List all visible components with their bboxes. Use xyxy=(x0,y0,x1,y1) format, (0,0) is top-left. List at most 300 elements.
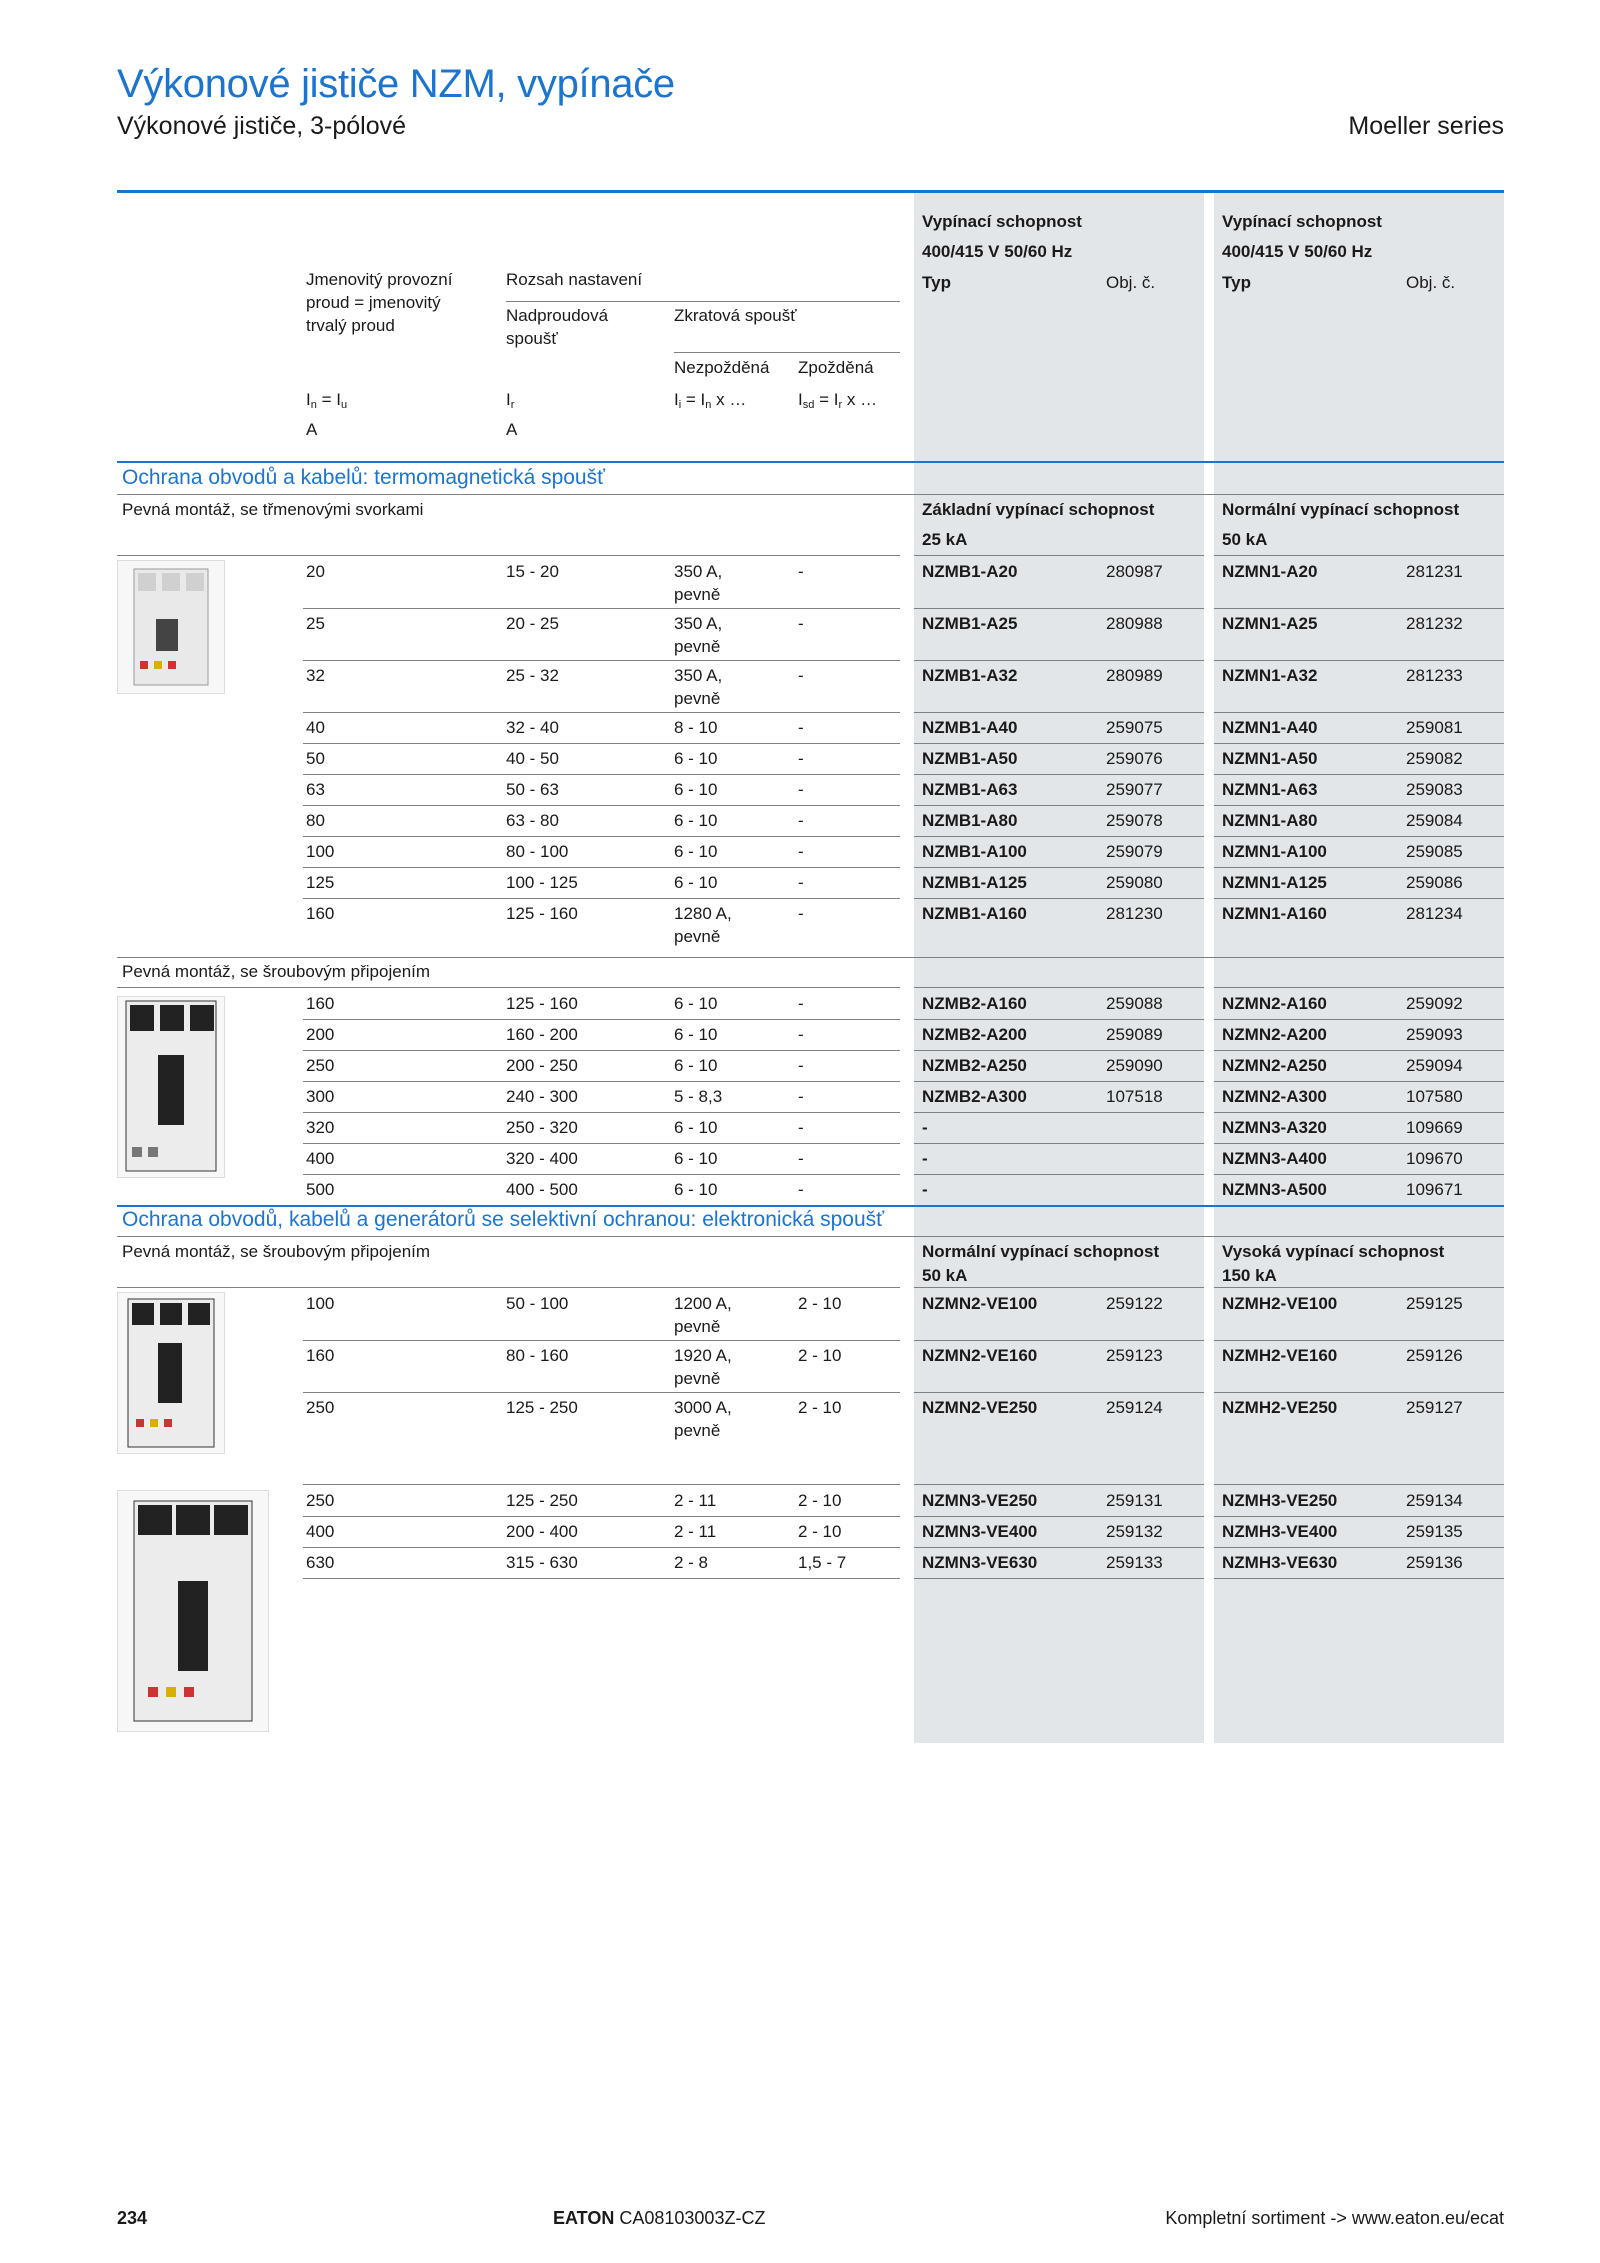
cell-delayed-trip: - xyxy=(798,1149,804,1168)
cell-delayed-trip: - xyxy=(798,873,804,892)
cell-instant-trip-note: pevně xyxy=(674,1317,721,1336)
row-divider xyxy=(914,1516,1204,1517)
cell-order-1: 259090 xyxy=(1106,1056,1163,1075)
cell-rated-current: 320 xyxy=(306,1118,335,1137)
cell-order-2: 259127 xyxy=(1406,1398,1463,1417)
cell-delayed-trip: - xyxy=(798,811,804,830)
cell-delayed-trip: - xyxy=(798,562,804,581)
cell-type-1: NZMB1-A25 xyxy=(922,614,1018,633)
row-divider xyxy=(303,743,900,744)
cell-order-1: 281230 xyxy=(1106,904,1163,923)
cell-type-1: NZMB1-A80 xyxy=(922,811,1018,830)
cell-delayed-trip: - xyxy=(798,1056,804,1075)
row-divider xyxy=(303,1287,900,1288)
cell-setting-range: 50 - 63 xyxy=(506,780,559,799)
row-divider xyxy=(914,1578,1204,1579)
section-heading-electronic: Ochrana obvodů, kabelů a generátorů se selektivní ochranou: elektronická spoušť xyxy=(122,1208,885,1231)
block1-capacity-label: Základní vypínací schopnost xyxy=(922,500,1155,519)
cell-type-2: NZMH3-VE250 xyxy=(1222,1491,1338,1510)
cell-order-2: 259082 xyxy=(1406,749,1463,768)
cell-setting-range: 80 - 160 xyxy=(506,1346,569,1365)
cell-order-1: 259122 xyxy=(1106,1294,1163,1313)
row-divider xyxy=(303,1143,900,1144)
block2-capacity: Vypínací schopnost xyxy=(1222,212,1382,231)
row-divider xyxy=(1214,867,1504,868)
cell-instant-trip: 6 - 10 xyxy=(674,811,718,830)
breaker-image-nzm2-ve xyxy=(117,1292,225,1454)
row-divider xyxy=(303,898,900,899)
cell-order-2: 109670 xyxy=(1406,1149,1463,1168)
cell-type-2: NZMN1-A25 xyxy=(1222,614,1318,633)
cell-rated-current: 400 xyxy=(306,1149,335,1168)
cell-order-2: 259134 xyxy=(1406,1491,1463,1510)
cell-type-1: NZMB1-A100 xyxy=(922,842,1027,861)
breaker-image-nzm2 xyxy=(117,996,225,1178)
row-divider xyxy=(1214,1287,1504,1288)
cell-instant-trip: 6 - 10 xyxy=(674,842,718,861)
row-divider xyxy=(303,1516,900,1517)
row-divider xyxy=(1214,1112,1504,1113)
cell-type-1: NZMB1-A63 xyxy=(922,780,1018,799)
page-subtitle: Výkonové jističe, 3-pólové xyxy=(117,112,407,140)
cell-type-1: - xyxy=(922,1180,928,1199)
block1-type-header: Typ xyxy=(922,273,951,292)
row-divider xyxy=(914,1143,1204,1144)
cell-order-1: 259077 xyxy=(1106,780,1163,799)
row-divider xyxy=(914,805,1204,806)
symbol-ir: $I_r$ xyxy=(506,390,515,411)
cell-rated-current: 20 xyxy=(306,562,325,581)
cell-setting-range: 320 - 400 xyxy=(506,1149,578,1168)
cell-type-2: NZMH2-VE250 xyxy=(1222,1398,1338,1417)
cell-rated-current: 40 xyxy=(306,718,325,737)
cell-instant-trip: 6 - 10 xyxy=(674,1180,718,1199)
cell-type-1: NZMB1-A50 xyxy=(922,749,1018,768)
divider xyxy=(117,1236,1504,1237)
cell-type-1: NZMB1-A160 xyxy=(922,904,1027,923)
cell-order-1: 259132 xyxy=(1106,1522,1163,1541)
cell-order-2: 259085 xyxy=(1406,842,1463,861)
block2-type-header: Typ xyxy=(1222,273,1251,292)
cell-instant-trip-note: pevně xyxy=(674,585,721,604)
cell-type-1: NZMN2-VE250 xyxy=(922,1398,1038,1417)
cell-instant-trip-note: pevně xyxy=(674,1421,721,1440)
cell-type-1: - xyxy=(922,1149,928,1168)
row-divider xyxy=(303,836,900,837)
symbol-in: $I_n = I_u$ xyxy=(306,390,348,411)
row-divider xyxy=(303,805,900,806)
catalog-id: EATON CA08103003Z-CZ xyxy=(553,2208,766,2228)
cell-type-2: NZMN1-A40 xyxy=(1222,718,1318,737)
row-divider xyxy=(303,1392,900,1393)
row-divider xyxy=(914,608,1204,609)
row-divider xyxy=(914,743,1204,744)
cell-instant-trip: 6 - 10 xyxy=(674,780,718,799)
header-rule xyxy=(117,190,1504,193)
cell-setting-range: 125 - 160 xyxy=(506,904,578,923)
cell-delayed-trip: - xyxy=(798,1087,804,1106)
row-divider xyxy=(1214,1392,1504,1393)
row-divider xyxy=(914,1340,1204,1341)
cell-rated-current: 400 xyxy=(306,1522,335,1541)
cell-order-2: 109669 xyxy=(1406,1118,1463,1137)
breaker-image-nzm1 xyxy=(117,560,225,694)
cell-delayed-trip: - xyxy=(798,1180,804,1199)
cell-type-2: NZMN1-A32 xyxy=(1222,666,1318,685)
page-title: Výkonové jističe NZM, vypínače xyxy=(117,62,675,106)
divider xyxy=(117,1287,303,1288)
cell-order-2: 259084 xyxy=(1406,811,1463,830)
cell-setting-range: 125 - 160 xyxy=(506,994,578,1013)
row-divider xyxy=(303,1112,900,1113)
cell-setting-range: 32 - 40 xyxy=(506,718,559,737)
block2-capacity-label-2: Vysoká vypínací schopnost xyxy=(1222,1242,1445,1261)
block1-order-header: Obj. č. xyxy=(1106,273,1156,292)
cell-delayed-trip: - xyxy=(798,994,804,1013)
cell-delayed-trip: - xyxy=(798,1025,804,1044)
row-divider xyxy=(1214,774,1504,775)
cell-type-2: NZMN1-A20 xyxy=(1222,562,1318,581)
row-divider xyxy=(1214,1143,1504,1144)
cell-delayed-trip: - xyxy=(798,749,804,768)
group-label-screw: Pevná montáž, se šroubovým připojením xyxy=(122,962,431,981)
cell-delayed-trip: - xyxy=(798,718,804,737)
cell-type-2: NZMH3-VE630 xyxy=(1222,1553,1338,1572)
cell-order-1: 259076 xyxy=(1106,749,1163,768)
catalog-link[interactable]: Kompletní sortiment -> www.eaton.eu/ecat xyxy=(1165,2208,1504,2228)
row-divider xyxy=(303,712,900,713)
row-divider xyxy=(914,660,1204,661)
cell-type-2: NZMN1-A100 xyxy=(1222,842,1327,861)
row-divider xyxy=(303,1340,900,1341)
header-instant: Nezpožděná xyxy=(674,358,770,377)
cell-delayed-trip: - xyxy=(798,780,804,799)
cell-type-1: NZMB1-A32 xyxy=(922,666,1018,685)
row-divider xyxy=(914,1174,1204,1175)
cell-type-2: NZMN2-A300 xyxy=(1222,1087,1327,1106)
cell-delayed-trip: - xyxy=(798,842,804,861)
cell-type-2: NZMN3-A500 xyxy=(1222,1180,1327,1199)
cell-order-2: 259086 xyxy=(1406,873,1463,892)
row-divider xyxy=(303,867,900,868)
header-overcurrent: Nadproudová spoušť xyxy=(506,306,609,348)
cell-rated-current: 250 xyxy=(306,1398,335,1417)
row-divider xyxy=(303,1050,900,1051)
row-divider xyxy=(1214,1578,1504,1579)
header-rated-current: Jmenovitý provozní proud = jmenovitý trvalý proud xyxy=(306,270,453,335)
cell-order-1: 280988 xyxy=(1106,614,1163,633)
cell-type-2: NZMH2-VE100 xyxy=(1222,1294,1338,1313)
divider xyxy=(117,957,1504,958)
row-divider xyxy=(914,1050,1204,1051)
page-number: 234 xyxy=(117,2208,148,2228)
cell-rated-current: 125 xyxy=(306,873,335,892)
symbol-isd: $I_{sd} = I_r$ x … xyxy=(798,390,878,411)
divider xyxy=(117,555,303,556)
cell-type-1: NZMN2-VE100 xyxy=(922,1294,1038,1313)
cell-type-2: NZMN2-A200 xyxy=(1222,1025,1327,1044)
cell-instant-trip: 1920 A, xyxy=(674,1346,732,1365)
cell-order-1: 259089 xyxy=(1106,1025,1163,1044)
cell-rated-current: 500 xyxy=(306,1180,335,1199)
cell-type-1: NZMN2-VE160 xyxy=(922,1346,1038,1365)
cell-setting-range: 250 - 320 xyxy=(506,1118,578,1137)
cell-setting-range: 63 - 80 xyxy=(506,811,559,830)
cell-order-2: 281233 xyxy=(1406,666,1463,685)
section-rule xyxy=(117,461,1504,463)
cell-instant-trip: 2 - 11 xyxy=(674,1491,717,1510)
row-divider xyxy=(1214,712,1504,713)
cell-setting-range: 125 - 250 xyxy=(506,1398,578,1417)
breaker-image-nzm3-ve xyxy=(117,1490,269,1732)
row-divider xyxy=(1214,805,1504,806)
cell-instant-trip: 8 - 10 xyxy=(674,718,718,737)
cell-rated-current: 250 xyxy=(306,1491,335,1510)
cell-rated-current: 300 xyxy=(306,1087,335,1106)
cell-order-2: 259135 xyxy=(1406,1522,1463,1541)
block2-ka-2: 150 kA xyxy=(1222,1266,1277,1285)
cell-instant-trip: 6 - 10 xyxy=(674,1025,718,1044)
row-divider xyxy=(303,660,900,661)
cell-instant-trip: 350 A, xyxy=(674,562,723,581)
cell-rated-current: 100 xyxy=(306,842,335,861)
cell-type-2: NZMN1-A63 xyxy=(1222,780,1318,799)
cell-setting-range: 80 - 100 xyxy=(506,842,569,861)
block1-ka: 25 kA xyxy=(922,530,968,549)
cell-type-2: NZMN1-A80 xyxy=(1222,811,1318,830)
cell-order-2: 259092 xyxy=(1406,994,1463,1013)
cell-order-2: 259126 xyxy=(1406,1346,1463,1365)
cell-delayed-trip: - xyxy=(798,666,804,685)
cell-type-2: NZMN1-A50 xyxy=(1222,749,1318,768)
cell-instant-trip: 350 A, xyxy=(674,666,723,685)
cell-delayed-trip: 2 - 10 xyxy=(798,1522,842,1541)
section-heading-thermomagnetic: Ochrana obvodů a kabelů: termomagnetická spoušť xyxy=(122,466,605,489)
block1-voltage: 400/415 V 50/60 Hz xyxy=(922,242,1073,261)
cell-setting-range: 240 - 300 xyxy=(506,1087,578,1106)
block1-capacity-label-2: Normální vypínací schopnost xyxy=(922,1242,1160,1261)
row-divider xyxy=(1214,898,1504,899)
cell-type-2: NZMH3-VE400 xyxy=(1222,1522,1338,1541)
header-setting-range: Rozsah nastavení xyxy=(506,270,643,289)
cell-setting-range: 200 - 400 xyxy=(506,1522,578,1541)
cell-rated-current: 25 xyxy=(306,614,325,633)
cell-order-1: 280987 xyxy=(1106,562,1163,581)
block1-capacity: Vypínací schopnost xyxy=(922,212,1082,231)
cell-type-1: NZMB2-A300 xyxy=(922,1087,1027,1106)
row-divider xyxy=(303,1578,900,1579)
cell-rated-current: 100 xyxy=(306,1294,335,1313)
row-divider xyxy=(914,1081,1204,1082)
cell-order-1: 259079 xyxy=(1106,842,1163,861)
row-divider xyxy=(303,1174,900,1175)
row-divider xyxy=(914,867,1204,868)
cell-delayed-trip: 2 - 10 xyxy=(798,1398,842,1417)
divider xyxy=(117,494,917,495)
cell-instant-trip: 6 - 10 xyxy=(674,994,718,1013)
cell-instant-trip: 6 - 10 xyxy=(674,1056,718,1075)
row-divider xyxy=(303,555,900,556)
block2-order-header: Obj. č. xyxy=(1406,273,1456,292)
cell-order-1: 259123 xyxy=(1106,1346,1163,1365)
cell-instant-trip: 2 - 11 xyxy=(674,1522,717,1541)
row-divider xyxy=(1214,660,1504,661)
cell-setting-range: 20 - 25 xyxy=(506,614,559,633)
cell-type-2: NZMN2-A160 xyxy=(1222,994,1327,1013)
section-rule xyxy=(117,1205,1504,1207)
divider xyxy=(914,494,1504,495)
cell-type-1: NZMB1-A125 xyxy=(922,873,1027,892)
cell-setting-range: 315 - 630 xyxy=(506,1553,578,1572)
row-divider xyxy=(914,1547,1204,1548)
row-divider xyxy=(1214,743,1504,744)
block2-voltage: 400/415 V 50/60 Hz xyxy=(1222,242,1373,261)
row-divider xyxy=(303,1484,900,1485)
cell-delayed-trip: 2 - 10 xyxy=(798,1491,842,1510)
cell-order-2: 109671 xyxy=(1406,1180,1463,1199)
cell-type-2: NZMH2-VE160 xyxy=(1222,1346,1338,1365)
row-divider xyxy=(303,774,900,775)
cell-order-2: 281231 xyxy=(1406,562,1463,581)
cell-instant-trip: 1200 A, xyxy=(674,1294,732,1313)
row-divider xyxy=(914,1019,1204,1020)
block1-ka-2: 50 kA xyxy=(922,1266,968,1285)
cell-order-1: 259078 xyxy=(1106,811,1163,830)
cell-type-1: NZMB1-A40 xyxy=(922,718,1018,737)
cell-rated-current: 50 xyxy=(306,749,325,768)
row-divider xyxy=(1214,1484,1504,1485)
row-divider xyxy=(1214,1547,1504,1548)
cell-order-2: 107580 xyxy=(1406,1087,1463,1106)
cell-setting-range: 160 - 200 xyxy=(506,1025,578,1044)
cell-instant-trip-note: pevně xyxy=(674,689,721,708)
cell-instant-trip: 5 - 8,3 xyxy=(674,1087,723,1106)
block2-ka: 50 kA xyxy=(1222,530,1268,549)
header-short-circuit: Zkratová spoušť xyxy=(674,306,797,325)
divider xyxy=(506,301,900,302)
cell-type-2: NZMN1-A125 xyxy=(1222,873,1327,892)
cell-order-2: 259081 xyxy=(1406,718,1463,737)
cell-instant-trip-note: pevně xyxy=(674,637,721,656)
cell-instant-trip: 6 - 10 xyxy=(674,873,718,892)
row-divider xyxy=(1214,1050,1504,1051)
row-divider xyxy=(303,987,900,988)
row-divider xyxy=(1214,836,1504,837)
cell-order-2: 259136 xyxy=(1406,1553,1463,1572)
cell-order-1: 259075 xyxy=(1106,718,1163,737)
divider xyxy=(674,352,900,353)
block2-capacity-label: Normální vypínací schopnost xyxy=(1222,500,1460,519)
row-divider xyxy=(914,774,1204,775)
row-divider xyxy=(1214,987,1504,988)
row-divider xyxy=(303,1081,900,1082)
cell-order-1: 259124 xyxy=(1106,1398,1163,1417)
cell-order-2: 259093 xyxy=(1406,1025,1463,1044)
cell-type-1: - xyxy=(922,1118,928,1137)
cell-setting-range: 200 - 250 xyxy=(506,1056,578,1075)
cell-rated-current: 160 xyxy=(306,1346,335,1365)
cell-setting-range: 25 - 32 xyxy=(506,666,559,685)
cell-setting-range: 40 - 50 xyxy=(506,749,559,768)
unit-a: A xyxy=(506,420,518,439)
cell-type-1: NZMB2-A160 xyxy=(922,994,1027,1013)
row-divider xyxy=(1214,1340,1504,1341)
row-divider xyxy=(914,836,1204,837)
cell-order-2: 259094 xyxy=(1406,1056,1463,1075)
cell-order-1: 259131 xyxy=(1106,1491,1163,1510)
cell-setting-range: 50 - 100 xyxy=(506,1294,569,1313)
row-divider xyxy=(1214,608,1504,609)
cell-type-1: NZMN3-VE400 xyxy=(922,1522,1038,1541)
cell-rated-current: 63 xyxy=(306,780,325,799)
group-label-screw-2: Pevná montáž, se šroubovým připojením xyxy=(122,1242,431,1261)
cell-order-2: 259125 xyxy=(1406,1294,1463,1313)
cell-instant-trip: 3000 A, xyxy=(674,1398,732,1417)
group-label: Pevná montáž, se třmenovými svorkami xyxy=(122,500,424,519)
row-divider xyxy=(1214,1081,1504,1082)
cell-setting-range: 15 - 20 xyxy=(506,562,559,581)
header-delayed: Zpožděná xyxy=(798,358,874,377)
cell-rated-current: 80 xyxy=(306,811,325,830)
row-divider xyxy=(303,1547,900,1548)
cell-rated-current: 200 xyxy=(306,1025,335,1044)
cell-delayed-trip: 2 - 10 xyxy=(798,1294,842,1313)
cell-delayed-trip: - xyxy=(798,614,804,633)
cell-instant-trip: 1280 A, xyxy=(674,904,732,923)
cell-setting-range: 400 - 500 xyxy=(506,1180,578,1199)
cell-order-1: 107518 xyxy=(1106,1087,1163,1106)
cell-type-1: NZMN3-VE630 xyxy=(922,1553,1038,1572)
cell-order-2: 281232 xyxy=(1406,614,1463,633)
cell-delayed-trip: 2 - 10 xyxy=(798,1346,842,1365)
series-label: Moeller series xyxy=(1348,112,1504,140)
cell-rated-current: 160 xyxy=(306,904,335,923)
cell-instant-trip-note: pevně xyxy=(674,927,721,946)
cell-delayed-trip: 1,5 - 7 xyxy=(798,1553,847,1572)
row-divider xyxy=(303,1019,900,1020)
cell-type-1: NZMB1-A20 xyxy=(922,562,1018,581)
cell-type-2: NZMN2-A250 xyxy=(1222,1056,1327,1075)
cell-order-2: 281234 xyxy=(1406,904,1463,923)
row-divider xyxy=(1214,1019,1504,1020)
cell-type-1: NZMB2-A200 xyxy=(922,1025,1027,1044)
cell-type-2: NZMN3-A320 xyxy=(1222,1118,1327,1137)
unit-a: A xyxy=(306,420,318,439)
cell-order-1: 280989 xyxy=(1106,666,1163,685)
cell-delayed-trip: - xyxy=(798,904,804,923)
cell-type-1: NZMN3-VE250 xyxy=(922,1491,1038,1510)
row-divider xyxy=(914,555,1204,556)
row-divider xyxy=(914,712,1204,713)
row-divider xyxy=(1214,1174,1504,1175)
cell-setting-range: 125 - 250 xyxy=(506,1491,578,1510)
cell-rated-current: 160 xyxy=(306,994,335,1013)
row-divider xyxy=(1214,1516,1504,1517)
cell-instant-trip-note: pevně xyxy=(674,1369,721,1388)
cell-delayed-trip: - xyxy=(798,1118,804,1137)
cell-instant-trip: 6 - 10 xyxy=(674,1118,718,1137)
row-divider xyxy=(914,1392,1204,1393)
row-divider xyxy=(914,1287,1204,1288)
cell-order-2: 259083 xyxy=(1406,780,1463,799)
cell-order-1: 259133 xyxy=(1106,1553,1163,1572)
row-divider xyxy=(1214,555,1504,556)
cell-instant-trip: 6 - 10 xyxy=(674,749,718,768)
cell-type-2: NZMN3-A400 xyxy=(1222,1149,1327,1168)
cell-type-1: NZMB2-A250 xyxy=(922,1056,1027,1075)
row-divider xyxy=(914,1484,1204,1485)
cell-instant-trip: 2 - 8 xyxy=(674,1553,709,1572)
